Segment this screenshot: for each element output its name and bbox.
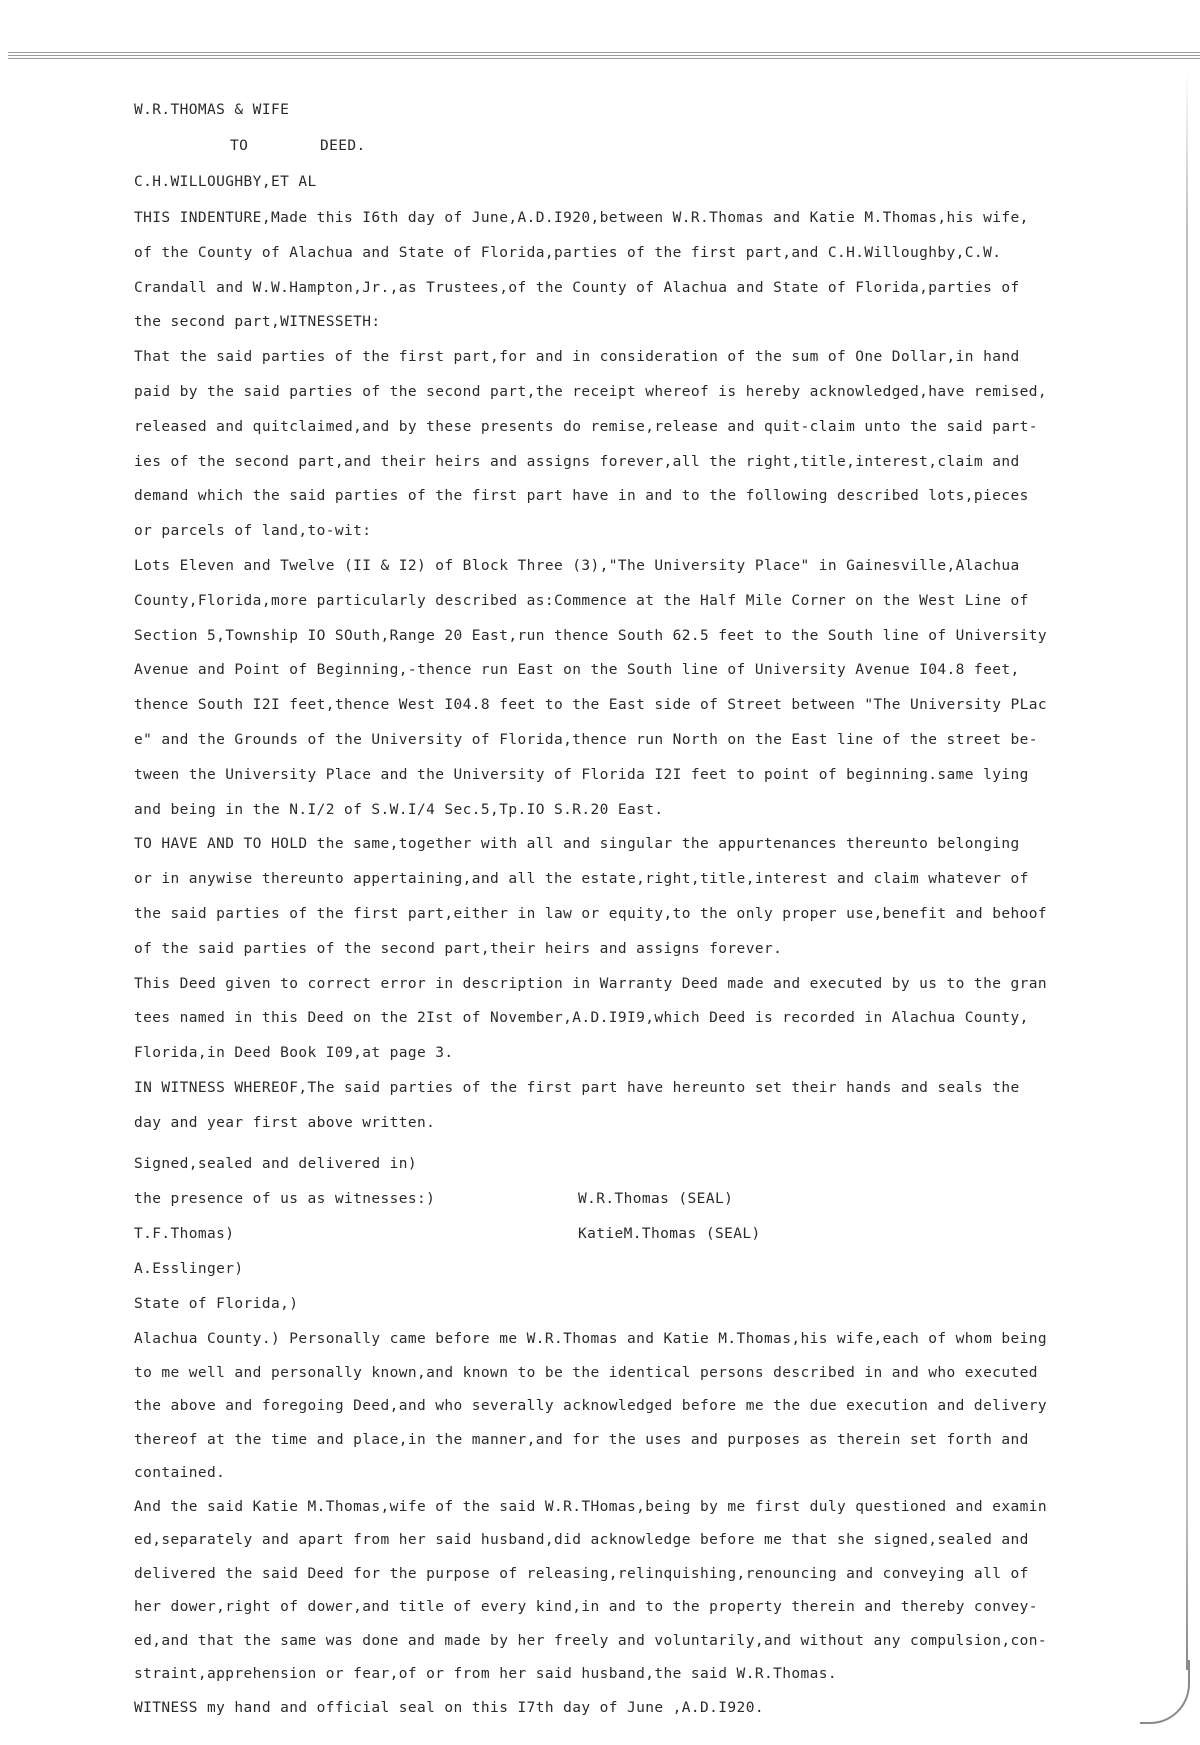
document-text-line: delivered the said Deed for the purpose of releasing,relinquishing,renouncing and conveying all of <box>134 1565 1029 1582</box>
document-text-line: of the said parties of the second part,their heirs and assigns forever. <box>134 940 783 957</box>
document-text-line: TO HAVE AND TO HOLD the same,together with all and singular the appurtenances thereunto belonging <box>134 836 1020 853</box>
caption-to: TO <box>230 138 249 154</box>
document-text-line: Section 5,Township IO SOuth,Range 20 East,run thence South 62.5 feet to the South line of University <box>134 627 1047 644</box>
document-text-line: released and quitclaimed,and by these presents do remise,release and quit-claim unto the said part- <box>134 418 1038 435</box>
document-text-line: of the County of Alachua and State of Florida,parties of the first part,and C.H.Willoughby,C.W. <box>134 244 1002 261</box>
document-text-line: ed,separately and apart from her said husband,did acknowledge before me that she signed,sealed and <box>134 1532 1029 1548</box>
document-text-line: and being in the N.I/2 of S.W.I/4 Sec.5,Tp.IO S.R.20 East. <box>134 801 664 818</box>
document-text-line: Florida,in Deed Book I09,at page 3. <box>134 1045 454 1062</box>
caption-instrument: DEED. <box>320 138 366 154</box>
document-text-line: contained. <box>134 1465 226 1481</box>
document-text-line: That the said parties of the first part,for and in consideration of the sum of One Dollar,in hand <box>134 349 1020 366</box>
document-text-line: the second part,WITNESSETH: <box>134 314 381 331</box>
document-text-line: or parcels of land,to-wit: <box>134 523 372 540</box>
document-text-line: straint,apprehension or fear,of or from her said husband,the said W.R.Thomas. <box>134 1666 837 1682</box>
witness-presence-line: the presence of us as witnesses:) <box>134 1191 436 1207</box>
grantor-signature: KatieM.Thomas (SEAL) <box>578 1226 761 1242</box>
witness-signature: A.Esslinger) <box>134 1261 244 1277</box>
document-text-line: thereof at the time and place,in the manner,and for the uses and purposes as therein set forth and <box>134 1431 1029 1448</box>
document-text-line: And the said Katie M.Thomas,wife of the said W.R.THomas,being by me first duly questioned and examin <box>134 1498 1047 1515</box>
document-text-line: thence South I2I feet,thence West I04.8 feet to the East side of Street between "The University PLac <box>134 697 1047 714</box>
document-text-line: ed,and that the same was done and made by her freely and voluntarily,and without any compulsion,con- <box>134 1632 1047 1649</box>
grantor-signature: W.R.Thomas (SEAL) <box>578 1191 734 1207</box>
page-right-edge <box>1186 70 1188 1670</box>
document-text-line: This Deed given to correct error in description in Warranty Deed made and executed by us to the gran <box>134 975 1047 992</box>
document-text-line: her dower,right of dower,and title of every kind,in and to the property therein and thereby convey- <box>134 1599 1038 1615</box>
document-text-line: County,Florida,more particularly described as:Commence at the Half Mile Corner on the West Line of <box>134 592 1029 609</box>
document-text-line: or in anywise thereunto appertaining,and all the estate,right,title,interest and claim whatever of <box>134 871 1029 888</box>
caption-parties-second: C.H.WILLOUGHBY,ET AL <box>134 174 317 190</box>
document-text-line: e" and the Grounds of the University of Florida,thence run North on the East line of the street be- <box>134 732 1038 748</box>
document-text-line: Crandall and W.W.Hampton,Jr.,as Trustees,of the County of Alachua and State of Florida,parties of <box>134 279 1020 296</box>
top-border-rules <box>8 52 1200 62</box>
document-text-line: THIS INDENTURE,Made this I6th day of June,A.D.I920,between W.R.Thomas and Katie M.Thomas,his wife, <box>134 210 1029 226</box>
document-text-line: tees named in this Deed on the 2Ist of November,A.D.I9I9,which Deed is recorded in Alachua County, <box>134 1010 1029 1027</box>
page-curled-corner <box>1140 1660 1190 1724</box>
signed-sealed-line: Signed,sealed and delivered in) <box>134 1156 418 1172</box>
document-text-line: to me well and personally known,and known to be the identical persons described in and who executed <box>134 1364 1038 1381</box>
document-text-line: the said parties of the first part,either in law or equity,to the only proper use,benefit and behoof <box>134 906 1047 922</box>
document-text-line: tween the University Place and the University of Florida I2I feet to point of beginning.same lying <box>134 766 1029 783</box>
document-text-line: Lots Eleven and Twelve (II & I2) of Block Three (3),"The University Place" in Gainesville,Alachua <box>134 558 1020 574</box>
document-text-line: Avenue and Point of Beginning,-thence run East on the South line of University Avenue I04.8 feet, <box>134 662 1020 679</box>
document-text-line: WITNESS my hand and official seal on this I7th day of June ,A.D.I920. <box>134 1699 764 1716</box>
document-text-line: IN WITNESS WHEREOF,The said parties of the first part have hereunto set their hands and seals the <box>134 1080 1020 1096</box>
document-text-line: day and year first above written. <box>134 1114 436 1131</box>
witness-signature: T.F.Thomas) <box>134 1226 235 1242</box>
document-text-line: paid by the said parties of the second part,the receipt whereof is hereby acknowledged,have remised, <box>134 384 1047 400</box>
document-text-line: ies of the second part,and their heirs and assigns forever,all the right,title,interest,claim and <box>134 453 1020 470</box>
document-text-line: demand which the said parties of the first part have in and to the following described lots,pieces <box>134 488 1029 505</box>
caption-parties-first: W.R.THOMAS & WIFE <box>134 102 290 118</box>
document-text-line: the above and foregoing Deed,and who severally acknowledged before me the due execution and delivery <box>134 1398 1047 1414</box>
document-text-line: Alachua County.) Personally came before me W.R.Thomas and Katie M.Thomas,his wife,each of whom being <box>134 1331 1047 1347</box>
acknowledgment-venue: State of Florida,) <box>134 1296 299 1312</box>
